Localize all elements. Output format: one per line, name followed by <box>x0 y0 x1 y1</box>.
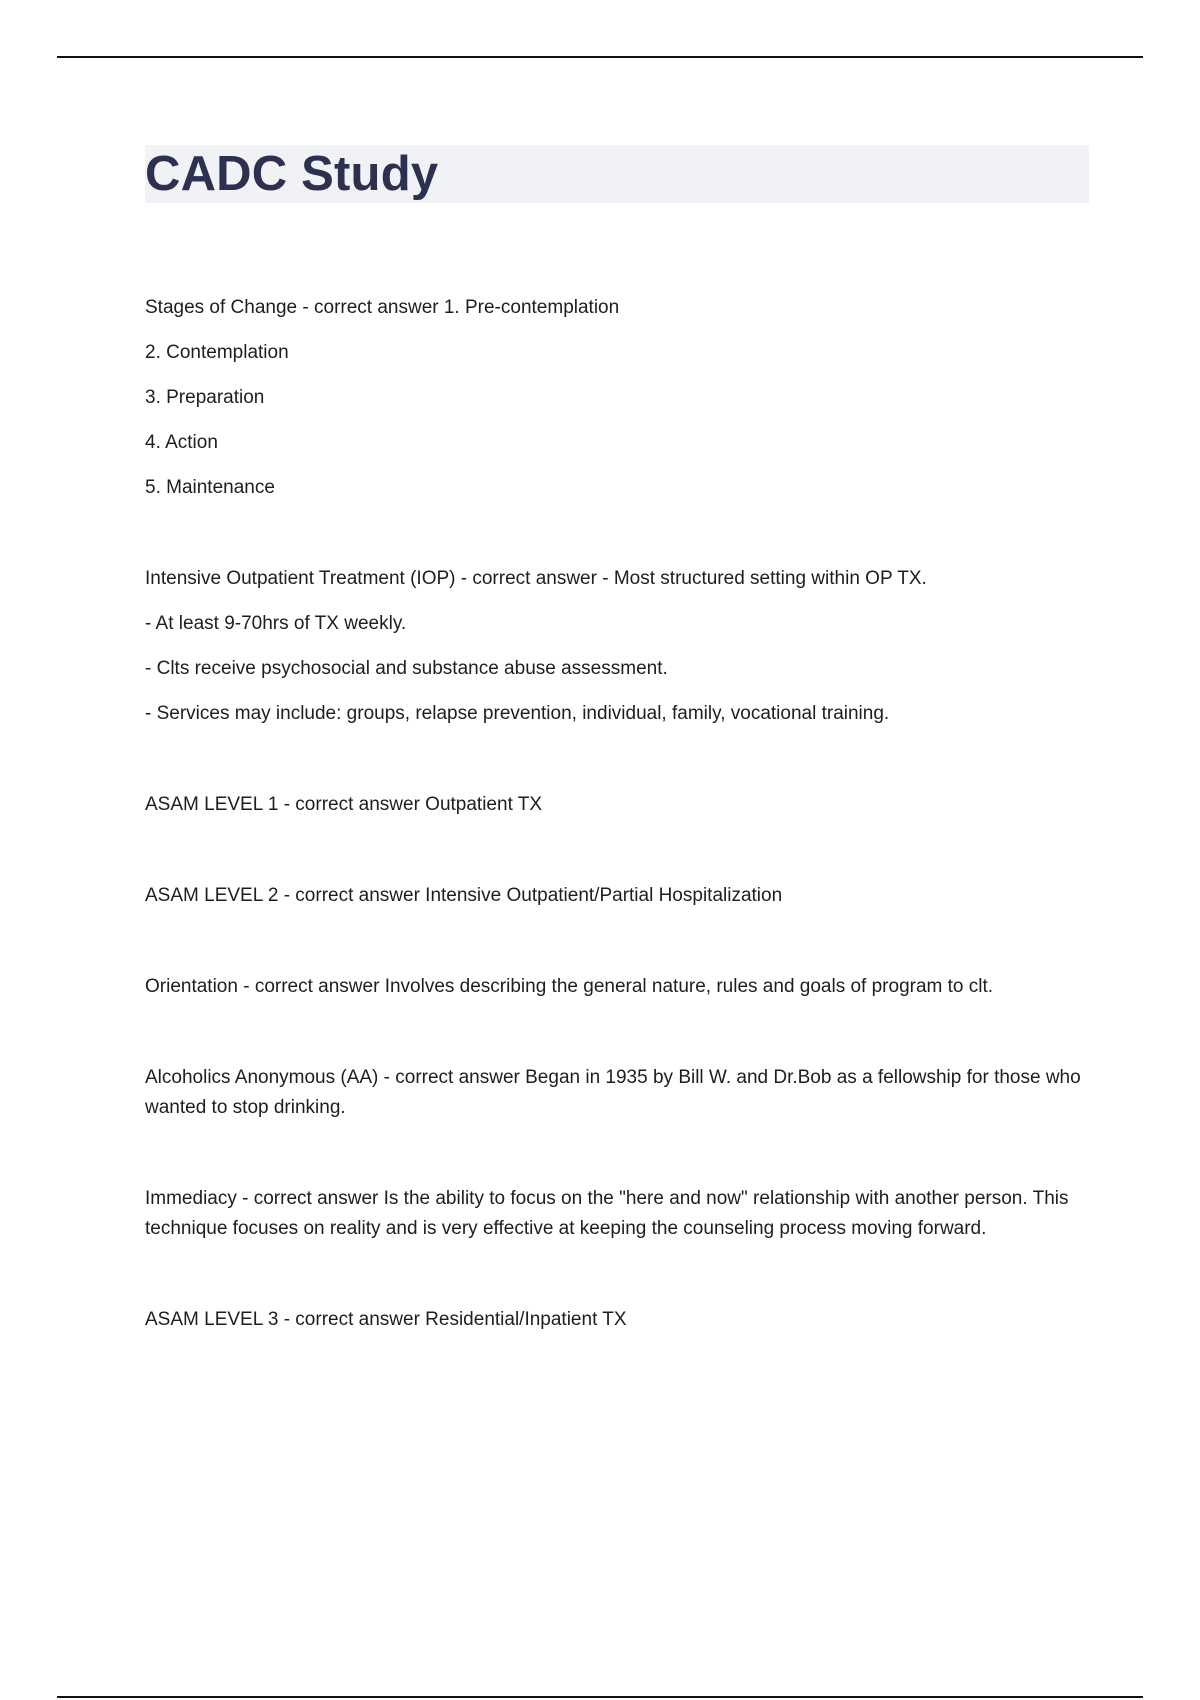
top-rule <box>57 56 1143 58</box>
entry-line: 3. Preparation <box>145 387 265 408</box>
entry-gap <box>145 1123 1085 1184</box>
entry-orientation <box>145 972 1085 1002</box>
entry-line: 5. Maintenance <box>145 477 275 498</box>
entry-text: ASAM LEVEL 1 - correct answer Outpatient TX <box>145 794 543 815</box>
entry-line: - Services may include: groups, relapse prevention, individual, family, vocational training. <box>145 703 890 724</box>
entry-immediacy <box>145 1184 1085 1244</box>
entry-text: ASAM LEVEL 2 - correct answer Intensive Outpatient/Partial Hospitalization <box>145 885 783 906</box>
entry-line: 4. Action <box>145 432 218 453</box>
entry-line: Intensive Outpatient Treatment (IOP) - correct answer - Most structured setting within OP TX. <box>145 568 927 589</box>
entry-gap <box>145 1244 1085 1305</box>
entry-stages-of-change <box>145 293 1085 503</box>
bottom-rule <box>57 1696 1143 1698</box>
entry-gap <box>145 820 1085 881</box>
entry-line: Stages of Change - correct answer 1. Pre-contemplation <box>145 297 620 318</box>
document-body <box>145 293 1085 1335</box>
entry-gap <box>145 1002 1085 1063</box>
page-title: CADC Study <box>145 147 439 201</box>
entry-alcoholics-anonymous <box>145 1063 1085 1123</box>
entry-line: 2. Contemplation <box>145 342 289 363</box>
entry-text: Immediacy - correct answer Is the ability to focus on the "here and now" relationship with another person. This technique focuses on reality and is very effective at keeping the counseling process moving forward. <box>145 1188 1069 1239</box>
entry-line: - At least 9-70hrs of TX weekly. <box>145 613 407 634</box>
entry-asam-level-3 <box>145 1305 1085 1335</box>
entry-gap <box>145 911 1085 972</box>
entry-text: Orientation - correct answer Involves describing the general nature, rules and goals of program to clt. <box>145 976 994 997</box>
entry-gap <box>145 729 1085 790</box>
entry-line: - Clts receive psychosocial and substance abuse assessment. <box>145 658 668 679</box>
entry-asam-level-2 <box>145 881 1085 911</box>
entry-iop <box>145 564 1085 729</box>
entry-text: ASAM LEVEL 3 - correct answer Residential/Inpatient TX <box>145 1309 627 1330</box>
entry-gap <box>145 503 1085 564</box>
entry-asam-level-1 <box>145 790 1085 820</box>
entry-text: Alcoholics Anonymous (AA) - correct answer Began in 1935 by Bill W. and Dr.Bob as a fellowship for those who wanted to stop drinking. <box>145 1067 1081 1118</box>
